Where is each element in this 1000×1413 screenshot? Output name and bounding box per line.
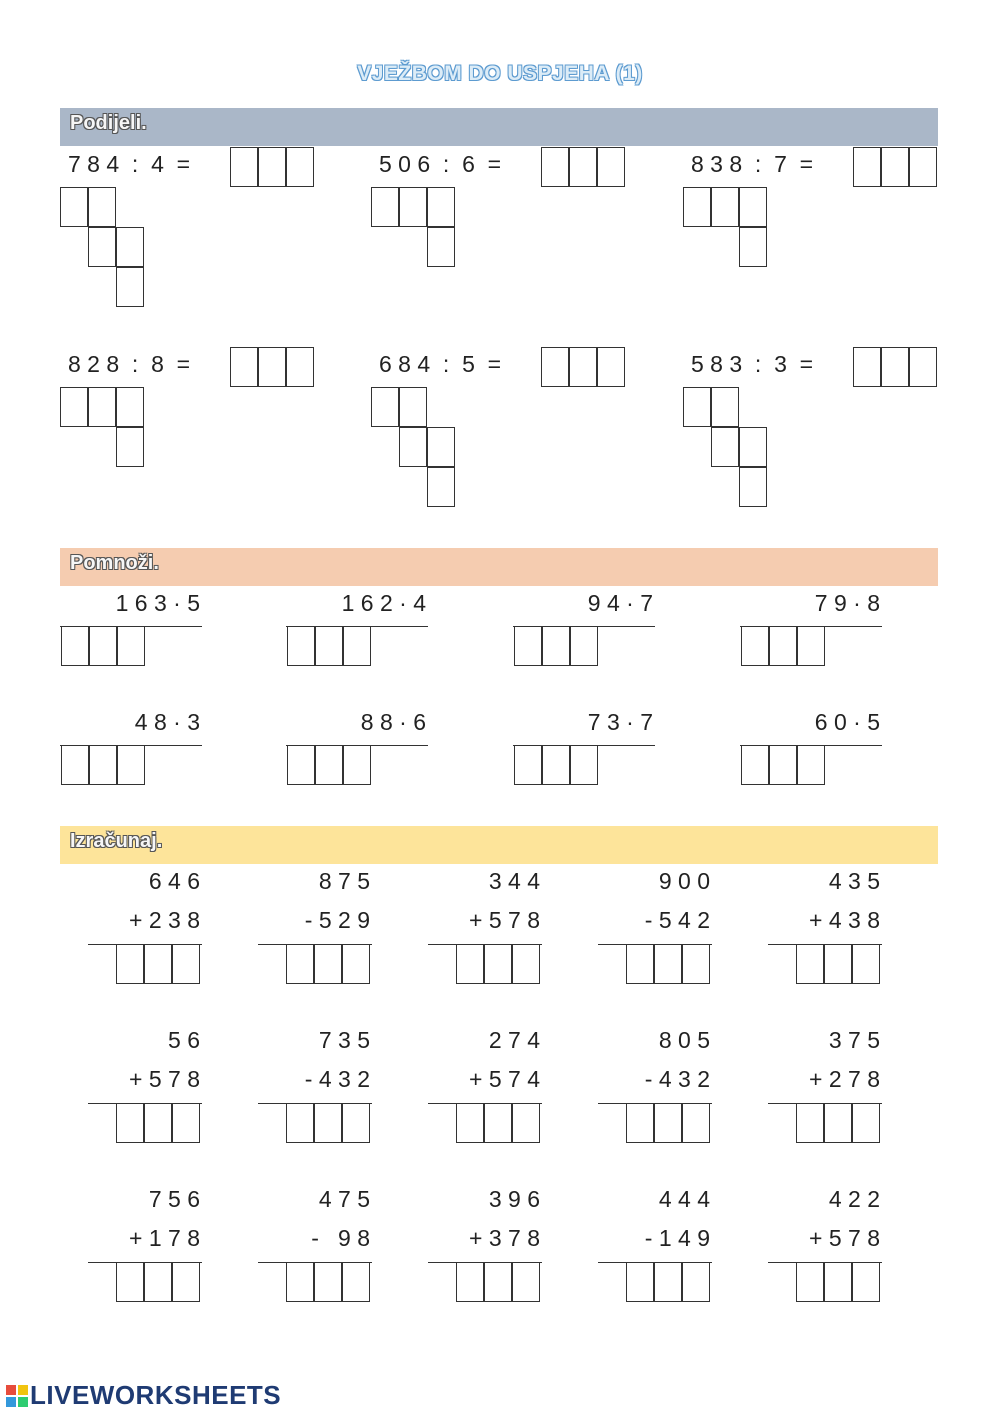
multiplication-expression: 9 4 · 7: [587, 590, 653, 616]
calculation-answer-box[interactable]: [682, 944, 710, 984]
calculation-bottom-number: + 2 7 8: [809, 1066, 880, 1092]
liveworksheets-logo-icon: [6, 1385, 28, 1407]
multiplication-answer-box[interactable]: [769, 626, 797, 666]
division-answer-box[interactable]: [909, 147, 937, 187]
multiplication-answer-box[interactable]: [117, 745, 145, 785]
calculation-answer-box[interactable]: [456, 1103, 484, 1143]
calculation-answer-box[interactable]: [512, 1262, 540, 1302]
division-expression: 8 2 8 : 8 =: [68, 351, 191, 377]
division-answer-box[interactable]: [230, 147, 258, 187]
section-header-multiply: Pomnoži.: [60, 548, 938, 586]
division-work-box[interactable]: [711, 187, 739, 227]
calculation-answer-box[interactable]: [342, 1103, 370, 1143]
calculation-bottom-number: + 3 7 8: [469, 1225, 540, 1251]
calculation-top-number: 3 4 4: [488, 868, 540, 894]
calculation-top-number: 8 7 5: [318, 868, 370, 894]
calculation-answer-box[interactable]: [172, 1262, 200, 1302]
calculation-answer-box[interactable]: [314, 944, 342, 984]
division-answer-box[interactable]: [258, 347, 286, 387]
multiplication-answer-box[interactable]: [61, 626, 89, 666]
division-work-box[interactable]: [116, 267, 144, 307]
calculation-top-number: 3 9 6: [488, 1186, 540, 1212]
liveworksheets-logo-text: LIVEWORKSHEETS: [30, 1380, 282, 1410]
calculation-answer-box[interactable]: [144, 1103, 172, 1143]
division-answer-box[interactable]: [258, 147, 286, 187]
calculation-answer-box[interactable]: [314, 1262, 342, 1302]
calculation-top-number: 8 0 5: [658, 1027, 710, 1053]
division-work-box[interactable]: [683, 387, 711, 427]
calculation-top-number: 7 3 5: [318, 1027, 370, 1053]
multiplication-answer-box[interactable]: [287, 626, 315, 666]
calculation-answer-box[interactable]: [484, 1262, 512, 1302]
division-expression: 5 0 6 : 6 =: [379, 151, 502, 177]
multiplication-answer-box[interactable]: [542, 626, 570, 666]
division-answer-box[interactable]: [230, 347, 258, 387]
calculation-answer-box[interactable]: [116, 1103, 144, 1143]
division-work-box[interactable]: [399, 387, 427, 427]
calculation-answer-box[interactable]: [682, 1262, 710, 1302]
division-answer-box[interactable]: [286, 147, 314, 187]
calculation-bottom-number: - 1 4 9: [644, 1225, 710, 1251]
division-answer-box[interactable]: [881, 147, 909, 187]
multiplication-expression: 1 6 3 · 5: [115, 590, 200, 616]
calculation-answer-box[interactable]: [852, 944, 880, 984]
multiplication-answer-box[interactable]: [287, 745, 315, 785]
calculation-answer-box[interactable]: [654, 944, 682, 984]
calculation-answer-box[interactable]: [626, 1262, 654, 1302]
division-work-box[interactable]: [88, 227, 116, 267]
calculation-answer-box[interactable]: [286, 944, 314, 984]
calculation-top-number: 4 4 4: [658, 1186, 710, 1212]
multiplication-answer-box[interactable]: [514, 745, 542, 785]
multiplication-expression: 7 9 · 8: [814, 590, 880, 616]
division-work-box[interactable]: [88, 387, 116, 427]
division-work-box[interactable]: [116, 387, 144, 427]
calculation-answer-box[interactable]: [852, 1103, 880, 1143]
calculation-answer-box[interactable]: [456, 944, 484, 984]
calculation-top-number: 9 0 0: [658, 868, 710, 894]
division-work-box[interactable]: [683, 187, 711, 227]
division-work-box[interactable]: [739, 427, 767, 467]
multiplication-answer-box[interactable]: [89, 626, 117, 666]
calculation-answer-box[interactable]: [144, 944, 172, 984]
multiplication-answer-box[interactable]: [542, 745, 570, 785]
multiplication-expression: 4 8 · 3: [134, 709, 200, 735]
division-work-box[interactable]: [399, 427, 427, 467]
multiplication-expression: 7 3 · 7: [587, 709, 653, 735]
multiplication-answer-box[interactable]: [89, 745, 117, 785]
division-work-box[interactable]: [739, 187, 767, 227]
calculation-bottom-number: + 5 7 8: [469, 907, 540, 933]
calculation-answer-box[interactable]: [286, 1262, 314, 1302]
division-work-box[interactable]: [88, 187, 116, 227]
multiplication-answer-box[interactable]: [741, 626, 769, 666]
calculation-answer-box[interactable]: [172, 1103, 200, 1143]
calculation-top-number: 3 7 5: [828, 1027, 880, 1053]
division-expression: 7 8 4 : 4 =: [68, 151, 191, 177]
calculation-answer-box[interactable]: [654, 1103, 682, 1143]
calculation-top-number: 7 5 6: [148, 1186, 200, 1212]
division-answer-box[interactable]: [569, 147, 597, 187]
calculation-answer-box[interactable]: [626, 1103, 654, 1143]
calculation-top-number: 4 2 2: [828, 1186, 880, 1212]
multiplication-answer-box[interactable]: [315, 626, 343, 666]
division-work-box[interactable]: [711, 387, 739, 427]
calculation-answer-box[interactable]: [654, 1262, 682, 1302]
multiplication-answer-box[interactable]: [570, 745, 598, 785]
calculation-answer-box[interactable]: [824, 1103, 852, 1143]
calculation-bottom-number: - 5 4 2: [644, 907, 710, 933]
division-answer-box[interactable]: [286, 347, 314, 387]
calculation-bottom-number: + 4 3 8: [809, 907, 880, 933]
calculation-answer-box[interactable]: [172, 944, 200, 984]
calculation-answer-box[interactable]: [512, 944, 540, 984]
multiplication-answer-box[interactable]: [343, 626, 371, 666]
division-answer-box[interactable]: [569, 347, 597, 387]
division-work-box[interactable]: [60, 187, 88, 227]
calculation-top-number: 6 4 6: [148, 868, 200, 894]
calculation-answer-box[interactable]: [314, 1103, 342, 1143]
division-answer-box[interactable]: [541, 347, 569, 387]
division-work-box[interactable]: [116, 227, 144, 267]
division-answer-box[interactable]: [541, 147, 569, 187]
multiplication-expression: 1 6 2 · 4: [341, 590, 426, 616]
division-work-box[interactable]: [371, 187, 399, 227]
calculation-answer-box[interactable]: [852, 1262, 880, 1302]
division-work-box[interactable]: [427, 467, 455, 507]
division-answer-box[interactable]: [881, 347, 909, 387]
calculation-answer-box[interactable]: [512, 1103, 540, 1143]
division-answer-box[interactable]: [597, 347, 625, 387]
division-work-box[interactable]: [739, 227, 767, 267]
page-title: VJEŽBOM DO USPJEHA (1): [357, 62, 643, 85]
multiplication-answer-box[interactable]: [797, 745, 825, 785]
calculation-answer-box[interactable]: [824, 1262, 852, 1302]
multiplication-answer-box[interactable]: [570, 626, 598, 666]
calculation-answer-box[interactable]: [116, 1262, 144, 1302]
multiplication-answer-box[interactable]: [797, 626, 825, 666]
calculation-bottom-number: - 5 2 9: [304, 907, 370, 933]
division-expression: 6 8 4 : 5 =: [379, 351, 502, 377]
multiplication-expression: 8 8 · 6: [360, 709, 426, 735]
division-work-box[interactable]: [427, 427, 455, 467]
calculation-answer-box[interactable]: [796, 1262, 824, 1302]
multiplication-expression: 6 0 · 5: [814, 709, 880, 735]
calculation-top-number: 4 3 5: [828, 868, 880, 894]
calculation-bottom-number: + 5 7 8: [129, 1066, 200, 1092]
calculation-answer-box[interactable]: [144, 1262, 172, 1302]
calculation-answer-box[interactable]: [342, 1262, 370, 1302]
division-work-box[interactable]: [739, 467, 767, 507]
calculation-top-number: 5 6: [168, 1027, 200, 1053]
multiplication-answer-box[interactable]: [61, 745, 89, 785]
calculation-bottom-number: - 4 3 2: [644, 1066, 710, 1092]
multiplication-answer-box[interactable]: [741, 745, 769, 785]
calculation-answer-box[interactable]: [342, 944, 370, 984]
calculation-answer-box[interactable]: [796, 1103, 824, 1143]
multiplication-answer-box[interactable]: [769, 745, 797, 785]
division-expression: 8 3 8 : 7 =: [691, 151, 814, 177]
calculation-answer-box[interactable]: [824, 944, 852, 984]
division-answer-box[interactable]: [853, 147, 881, 187]
calculation-bottom-number: + 5 7 4: [469, 1066, 540, 1092]
multiplication-answer-box[interactable]: [117, 626, 145, 666]
section-header-calculate: Izračunaj.: [60, 826, 938, 864]
division-expression: 5 8 3 : 3 =: [691, 351, 814, 377]
calculation-answer-box[interactable]: [626, 944, 654, 984]
calculation-answer-box[interactable]: [484, 944, 512, 984]
calculation-answer-box[interactable]: [286, 1103, 314, 1143]
division-work-box[interactable]: [399, 187, 427, 227]
multiplication-answer-box[interactable]: [514, 626, 542, 666]
division-work-box[interactable]: [711, 427, 739, 467]
division-work-box[interactable]: [427, 187, 455, 227]
calculation-answer-box[interactable]: [682, 1103, 710, 1143]
calculation-answer-box[interactable]: [456, 1262, 484, 1302]
section-header-divide: Podijeli.: [60, 108, 938, 146]
calculation-bottom-number: - 4 3 2: [304, 1066, 370, 1092]
calculation-answer-box[interactable]: [116, 944, 144, 984]
calculation-top-number: 4 7 5: [318, 1186, 370, 1212]
division-work-box[interactable]: [371, 387, 399, 427]
division-work-box[interactable]: [427, 227, 455, 267]
multiplication-answer-box[interactable]: [343, 745, 371, 785]
calculation-bottom-number: + 1 7 8: [129, 1225, 200, 1251]
division-answer-box[interactable]: [909, 347, 937, 387]
division-answer-box[interactable]: [597, 147, 625, 187]
calculation-bottom-number: + 5 7 8: [809, 1225, 880, 1251]
calculation-answer-box[interactable]: [484, 1103, 512, 1143]
calculation-bottom-number: - 9 8: [311, 1225, 370, 1251]
division-work-box[interactable]: [60, 387, 88, 427]
multiplication-answer-box[interactable]: [315, 745, 343, 785]
division-work-box[interactable]: [116, 427, 144, 467]
calculation-answer-box[interactable]: [796, 944, 824, 984]
calculation-bottom-number: + 2 3 8: [129, 907, 200, 933]
division-answer-box[interactable]: [853, 347, 881, 387]
liveworksheets-logo: [6, 1380, 281, 1411]
calculation-top-number: 2 7 4: [488, 1027, 540, 1053]
